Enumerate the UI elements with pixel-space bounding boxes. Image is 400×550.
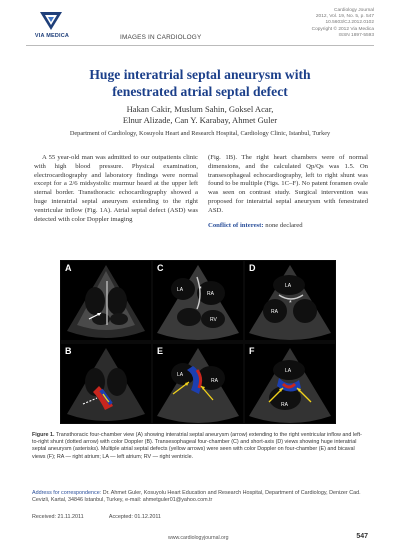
echo-figure (60, 260, 336, 424)
affiliation: Department of Cardiology, Kosuyolu Heart and Research Hospital, Cardiology Clinic, Istanbul, Turkey (69, 130, 331, 137)
echo-sector-image (245, 261, 335, 340)
echo-sector-image (153, 344, 243, 423)
svg-text:RA: RA (207, 291, 214, 297)
author-line: Hakan Cakir, Muslum Sahin, Goksel Acar, (126, 104, 274, 114)
panel-a-image (61, 261, 151, 340)
caption-label: Figure 1. (32, 432, 55, 438)
panel-label: A (65, 263, 72, 273)
panel-b-image (61, 344, 151, 423)
correspondence-label: Address for correspondence: (32, 490, 102, 496)
journal-meta-line: 10.5603/CJ.2012.0102 (325, 20, 374, 26)
logo-text: VIA MEDICA (34, 33, 70, 39)
received-date: Received: 21.11.2011 (32, 514, 84, 520)
svg-text:*: * (199, 286, 202, 293)
svg-text:RA: RA (271, 309, 278, 315)
page-number: 547 (356, 533, 368, 540)
author-list (40, 104, 360, 126)
echo-sector-image (245, 344, 335, 423)
panel-label: F (249, 346, 255, 356)
journal-meta-line: Cardiology Journal (334, 8, 374, 13)
svg-text:RA: RA (211, 378, 218, 384)
journal-meta-line: Copyright © 2012 Via Medica (311, 26, 374, 32)
conflict-text: none declared (263, 221, 303, 229)
svg-text:LA: LA (177, 372, 184, 378)
panel-d-image (245, 261, 335, 340)
svg-text:*: * (289, 300, 292, 307)
panel-f-image (245, 344, 335, 423)
svg-text:LA: LA (285, 368, 292, 374)
svg-text:LA: LA (177, 287, 184, 293)
panel-label: E (157, 346, 164, 356)
panel-label: D (249, 263, 256, 273)
echo-sector-image (61, 344, 151, 423)
article-title (40, 66, 360, 100)
caption-text: Transthoracic four-chamber view (A) showing interatrial septal aneurysm (arrow) extending to the right ventricular inflow and left-to-right shunt (dotted arrow) with color Doppler (B). Transesophageal four-chamber (C) and short-axis (D) views showing huge interatrial septal aneurysm (asterisks). Multiple atrial septal defects (yellow arrows) were seen with color Doppler on four-chamber (E) and bicaval views (F); RA — right atrium; LA — left atrium; RV — right ventricle. (32, 432, 362, 460)
figure-caption (32, 432, 368, 461)
conflict-of-interest (208, 222, 368, 231)
echo-sector-image (61, 261, 151, 340)
conflict-label: Conflict of interest: (208, 221, 264, 229)
author-line: Elnur Alizade, Can Y. Karabay, Ahmet Guler (122, 115, 278, 125)
svg-text:LA: LA (285, 283, 292, 289)
svg-text:RA: RA (281, 402, 288, 408)
article-dates (32, 514, 185, 520)
accepted-date: Accepted: 01.12.2011 (108, 514, 161, 520)
panel-label: C (157, 263, 164, 273)
via-medica-logo-icon (38, 10, 64, 32)
panel-label: B (65, 346, 72, 356)
footer-url: www.cardiologyjournal.org (168, 535, 229, 541)
title-line: Huge interatrial septal aneurysm with (89, 67, 311, 82)
body-right-text: (Fig. 1B). The right heart chambers were of normal dimensions, and the calculated Qp/Qs was 1.5. On transesophageal echocardiography, left to right shunt was found to be multiple (Figs. 1C–F). No patent foramen ovale was seen on contrast study. Surgical intervention was proposed for interatrial septal aneurysm with fenestrated ASD. (208, 154, 368, 214)
journal-meta-line: ISSN 1897-5593 (338, 32, 374, 38)
section-label: IMAGES IN CARDIOLOGY (120, 34, 202, 41)
journal-meta (234, 8, 374, 39)
body-left-column: A 55 year-old man was admitted to our outpatients clinic with high blood pressure. Physical examination, electrocardiography and laboratory findings were normal except for a 2/6 midsystolic murmur heard at the upper left sternal border. Transthoracic echocardiography showed a huge interatrial septal aneurysm extending to the right ventricular inflow (Fig. 1A). Atrial septal defect (ASD) was detected with color Doppler imaging (34, 154, 198, 223)
correspondence-text: Dr. Ahmet Guler, Kosuyolu Heart Education and Research Hospital, Department of Cardiology, Denizer Cad. Cevizli, Kartal, 34846 Istanbul, Turkey, e-mail: ahmetguler01@yahoo.com.tr (32, 490, 361, 504)
body-right-column (208, 154, 368, 230)
svg-text:RV: RV (210, 317, 217, 323)
echo-sector-image (153, 261, 243, 340)
title-line: fenestrated atrial septal defect (112, 84, 288, 99)
via-medica-logo (26, 10, 78, 44)
header-divider (26, 45, 374, 46)
journal-meta-line: 2012, Vol. 19, No. 5, p. 547 (315, 14, 374, 20)
panel-c-image (153, 261, 243, 340)
correspondence (32, 490, 368, 504)
panel-e-image (153, 344, 243, 423)
